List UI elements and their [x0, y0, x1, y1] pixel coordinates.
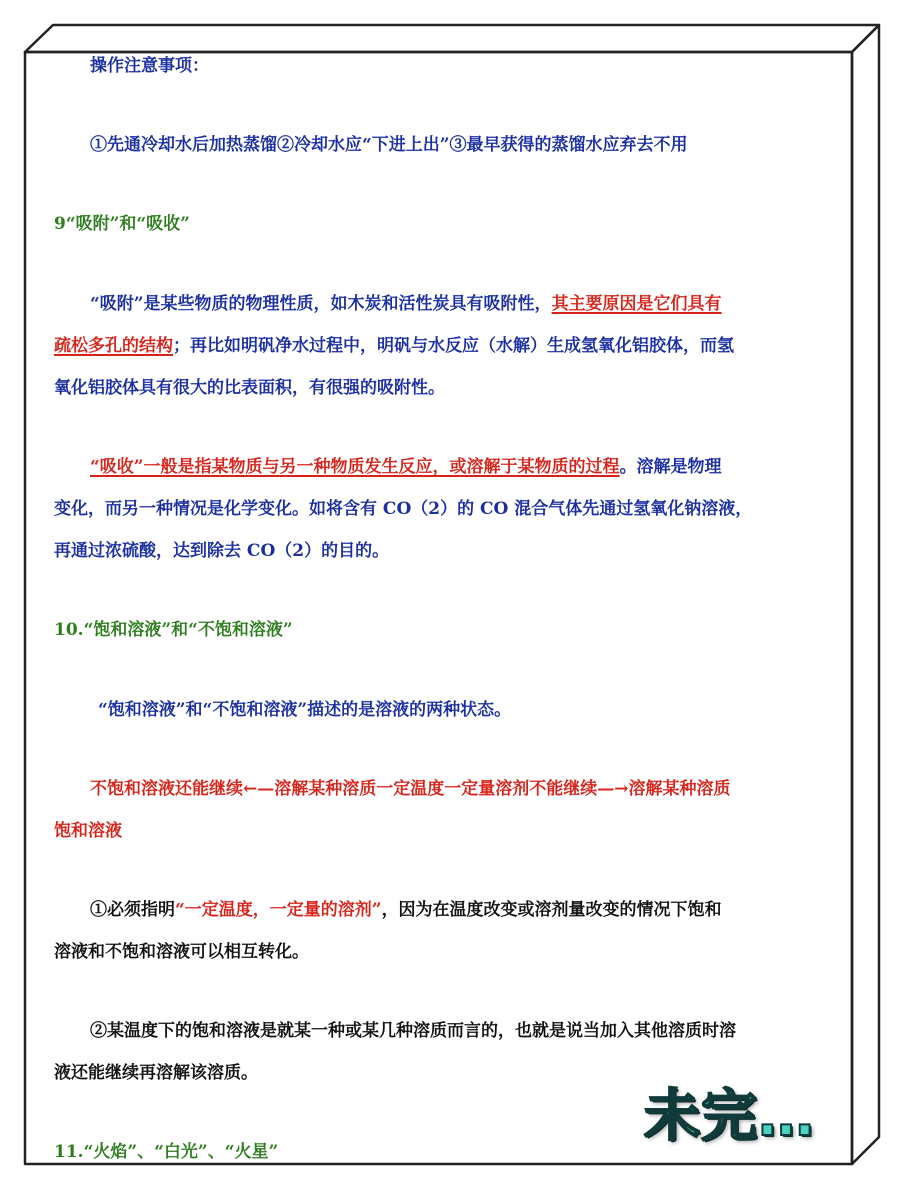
section9-para1-text: “吸附”是某些物质的物理性质，如木炭和活性炭具有吸附性，	[90, 294, 552, 314]
section10-point2-line1: ②某温度下的饱和溶液是就某一种或某几种溶质而言的，也就是说当加入其他溶质时溶	[90, 1021, 736, 1041]
section10-point2-line2: 液还能继续再溶解该溶质。	[54, 1063, 258, 1083]
section10-point1-highlight: “一定温度，一定量的溶剂”	[175, 900, 382, 920]
section9-para1-highlight-cont: 疏松多孔的结构	[54, 336, 173, 356]
section9-para2-highlight: “吸收”一般是指某物质与另一种物质发生反应，或溶解于某物质的过程	[90, 457, 620, 477]
section11-title: 11.“火焰”、“白光”、“火星”	[54, 1142, 279, 1162]
section9-para1-line3: 氧化铝胶体具有很大的比表面积，有很强的吸附性。	[54, 378, 445, 398]
section10-intro: “饱和溶液”和“不饱和溶液”描述的是溶液的两种状态。	[98, 700, 512, 720]
section10-title: 10.“饱和溶液”和“不饱和溶液”	[54, 620, 293, 640]
section10-relation-line2: 饱和溶液	[54, 821, 122, 841]
section9-para2-line3: 再通过浓硫酸，达到除去 CO（2）的目的。	[54, 541, 390, 561]
section10-relation-line1: 不饱和溶液还能继续←—溶解某种溶质一定温度一定量溶剂不能继续—→溶解某种溶质	[90, 779, 731, 799]
section9-para1-line1	[90, 292, 722, 316]
section10-point1-line2: 溶液和不饱和溶液可以相互转化。	[54, 942, 309, 962]
section10-point1-text: ①必须指明	[90, 900, 175, 920]
section9-para2-line2: 变化，而另一种情况是化学变化。如将含有 CO（2）的 CO 混合气体先通过氢氧化钠溶液，	[54, 499, 753, 519]
notes-steps: ①先通冷却水后加热蒸馏②冷却水应“下进上出”③最早获得的蒸馏水应弃去不用	[90, 135, 688, 155]
section10-point1-line1	[90, 898, 722, 922]
section9-title: 9“吸附”和“吸收”	[54, 214, 190, 234]
unfinished-stamp: 未完…	[644, 1084, 815, 1149]
section10-point1-text-cont: ，因为在温度改变或溶剂量改变的情况下饱和	[381, 900, 722, 920]
section9-para1-highlight: 其主要原因是它们具有	[551, 294, 722, 314]
section9-para2-text: 。溶解是物理	[619, 457, 722, 477]
notes-heading: 操作注意事项：	[90, 56, 209, 76]
section9-para1-line2	[54, 334, 734, 358]
section9-para1-text-cont: ；再比如明矾净水过程中，明矾与水反应（水解）生成氢氧化铝胶体，而氢	[173, 336, 734, 356]
section9-para2-line1	[90, 455, 722, 479]
